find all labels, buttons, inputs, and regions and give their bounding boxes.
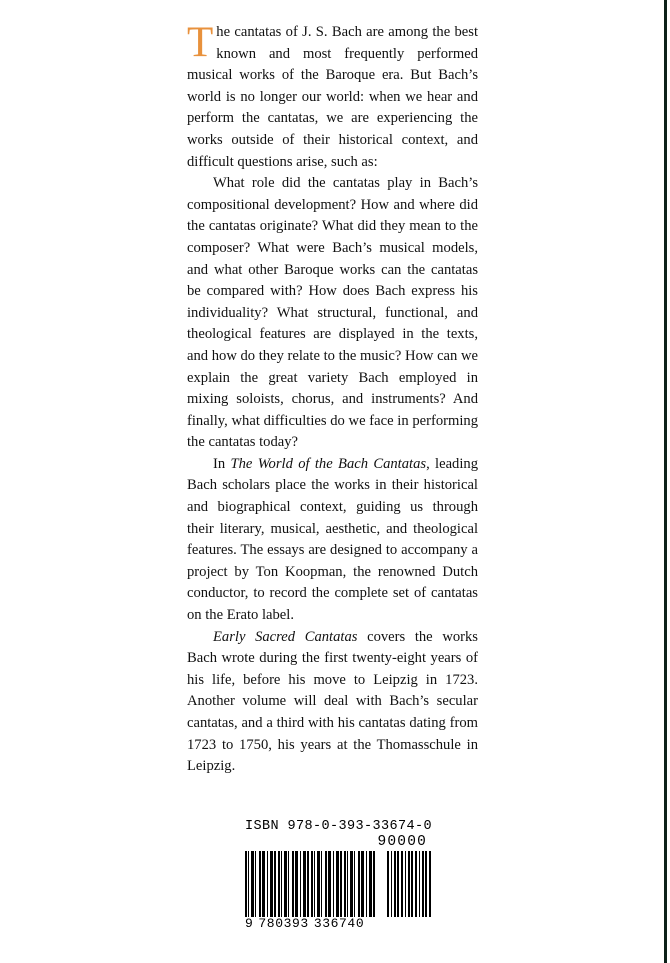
- blurb-paragraph-2: [187, 173, 478, 454]
- blurb-paragraph-1-text: he cantatas of J. S. Bach are among the best known and most frequently performed musical works of the Baroque era. But Bach’s world is no longer our world: when we hear and perform the cantatas, we are experiencing the works outside of their historical context, and difficult questions arise, such as:: [187, 24, 478, 170]
- blurb-paragraph-4: [187, 627, 478, 778]
- blurb-paragraph-3-suffix: , leading Bach scholars place the works in their historical and biographical context, guiding us through their literary, musical, aesthetic, and theological features. The essays are designed to accompany a project by Ton Koopman, the renowned Dutch conductor, to record the complete set of cantatas on the Erato label.: [187, 455, 478, 624]
- blurb-paragraph-3-prefix: In: [213, 455, 231, 472]
- barcode-addon-label: 90000: [377, 834, 427, 850]
- barcode-ean13-digits: [245, 916, 377, 931]
- blurb-paragraph-3: [187, 454, 478, 627]
- barcode-ean13-bars: [245, 851, 377, 917]
- drop-cap-letter: T: [187, 19, 214, 66]
- barcode-digit-group-2: 336740: [313, 916, 365, 931]
- barcode-digit-lead: 9: [245, 916, 254, 931]
- barcode-addon-bars: [387, 851, 431, 917]
- cover-trim-rule: [664, 0, 667, 963]
- barcode-digit-group-1: 780393: [258, 916, 309, 931]
- barcode-bars-row: [245, 851, 431, 931]
- blurb-paragraph-2-text: What role did the cantatas play in Bach’s compositional development? How and where did the cantatas originate? What did they mean to the composer? What were Bach’s musical models, and what other Baroque works can the cantatas be compared with? How does Bach express his individuality? What structural, functional, and theological features are displayed in the texts, and how do they relate to the music? How can we explain the great variety Bach employed in mixing soloists, chorus, and instruments? And finally, what difficulties do we face in performing the cantatas today?: [187, 175, 478, 451]
- book-title-early-sacred-cantatas: Early Sacred Cantatas: [213, 628, 358, 645]
- blurb-paragraph-1: [187, 19, 478, 173]
- blurb-text-block: [187, 19, 478, 778]
- barcode-block: [245, 820, 431, 931]
- barcode-isbn-label: ISBN 978-0-393-33674-0: [245, 819, 433, 834]
- barcode-main-column: [245, 851, 377, 931]
- book-title-world-of-the-bach-cantatas: The World of the Bach Cantatas: [230, 455, 427, 472]
- blurb-paragraph-4-suffix: covers the works Bach wrote during the first twenty-eight years of his life, before his move to Leipzig in 1723. Another volume will deal with Bach’s secular cantatas, and a third with his cantatas dating from 1723 to 1750, his years at the Thomasschule in Leipzig.: [187, 628, 478, 775]
